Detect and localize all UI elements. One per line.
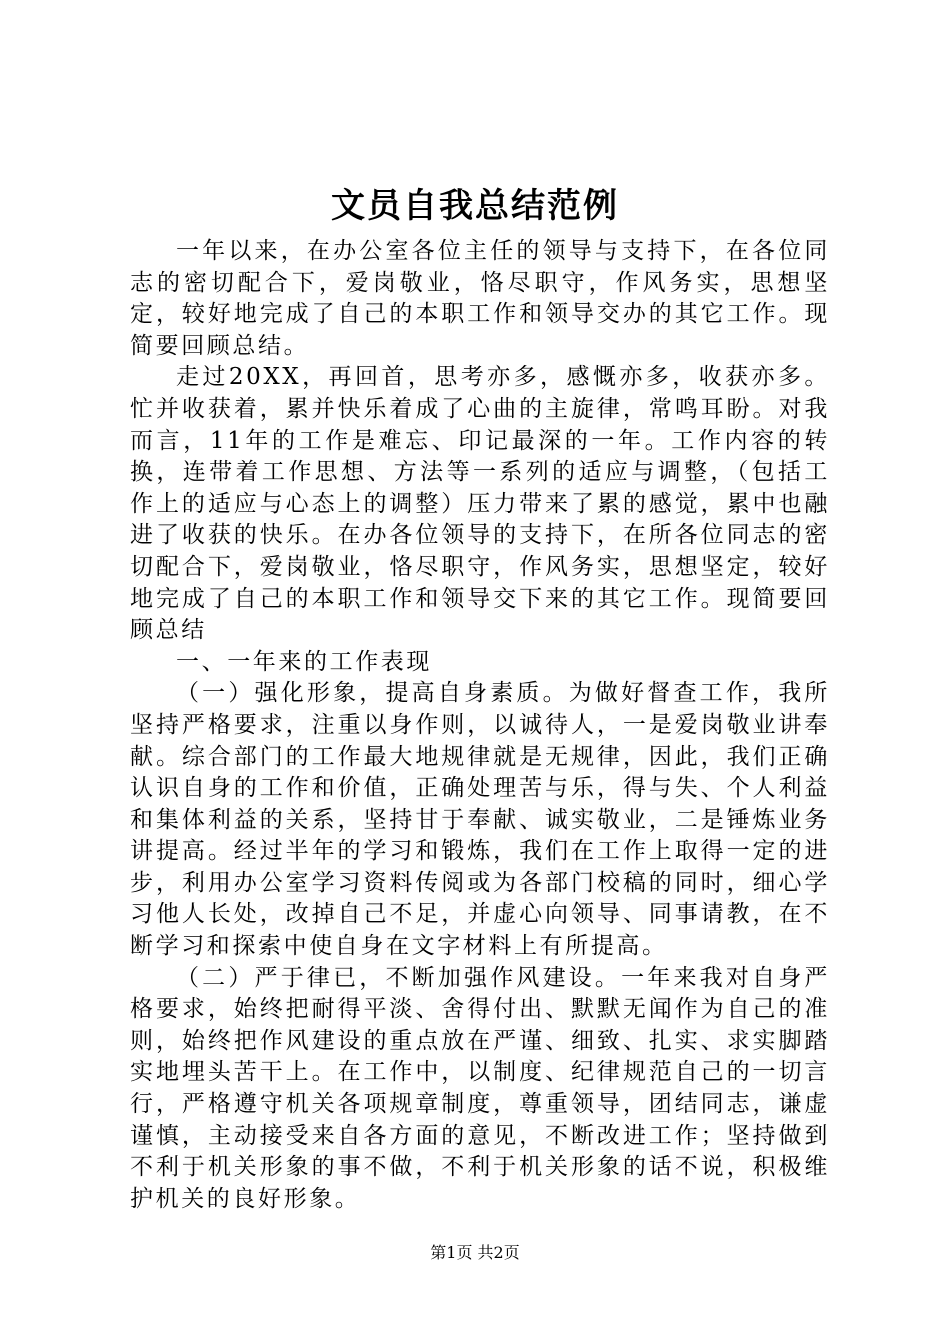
paragraph-intro: 一年以来，在办公室各位主任的领导与支持下，在各位同志的密切配合下，爱岗敬业，恪尽职守，作风务实，思想坚定，较好地完成了自己的本职工作和领导交办的其它工作。现简要回顾总结。 bbox=[130, 238, 830, 359]
page-footer: 第1页 共2页 bbox=[430, 1243, 520, 1262]
document-body bbox=[130, 236, 830, 1215]
paragraph-section-one: （一）强化形象，提高自身素质。为做好督查工作，我所坚持严格要求，注重以身作则，以诚待人，一是爱岗敬业讲奉献。综合部门的工作最大地规律就是无规律，因此，我们正确认识自身的工作和价值，正确处理苦与乐，得与失、个人利益和集体利益的关系，坚持甘于奉献、诚实敬业，二是锤炼业务讲提高。经过半年的学习和锻炼，我们在工作上取得一定的进步，利用办公室学习资料传阅或为各部门校稿的同时，细心学习他人长处，改掉自己不足，并虚心向领导、同事请教，在不断学习和探索中使自身在文字材料上有所提高。 bbox=[130, 680, 830, 960]
section-heading: 一、一年来的工作表现 bbox=[176, 648, 432, 675]
paragraph-review: 走过20XX，再回首，思考亦多，感慨亦多，收获亦多。忙并收获着，累并快乐着成了心曲的主旋律，常鸣耳盼。对我而言，11年的工作是难忘、印记最深的一年。工作内容的转换，连带着工作思想、方法等一系列的适应与调整，（包括工作上的适应与心态上的调整）压力带来了累的感觉，累中也融进了收获的快乐。在办各位领导的支持下，在所各位同志的密切配合下，爱岗敬业，恪尽职守，作风务实，思想坚定，较好地完成了自己的本职工作和领导交下来的其它工作。现简要回顾总结 bbox=[130, 364, 830, 644]
page-title: 文员自我总结范例 bbox=[331, 186, 619, 226]
paragraph-section-two: （二）严于律已，不断加强作风建设。一年来我对自身严格要求，始终把耐得平淡、舍得付出、默默无闻作为自己的准则，始终把作风建设的重点放在严谨、细致、扎实、求实脚踏实地埋头苦干上。在工作中，以制度、纪律规范自己的一切言行，严格遵守机关各项规章制度，尊重领导，团结同志，谦虚谨慎，主动接受来自各方面的意见，不断改进工作；坚持做到不利于机关形象的事不做，不利于机关形象的话不说，积极维护机关的良好形象。 bbox=[130, 964, 830, 1212]
